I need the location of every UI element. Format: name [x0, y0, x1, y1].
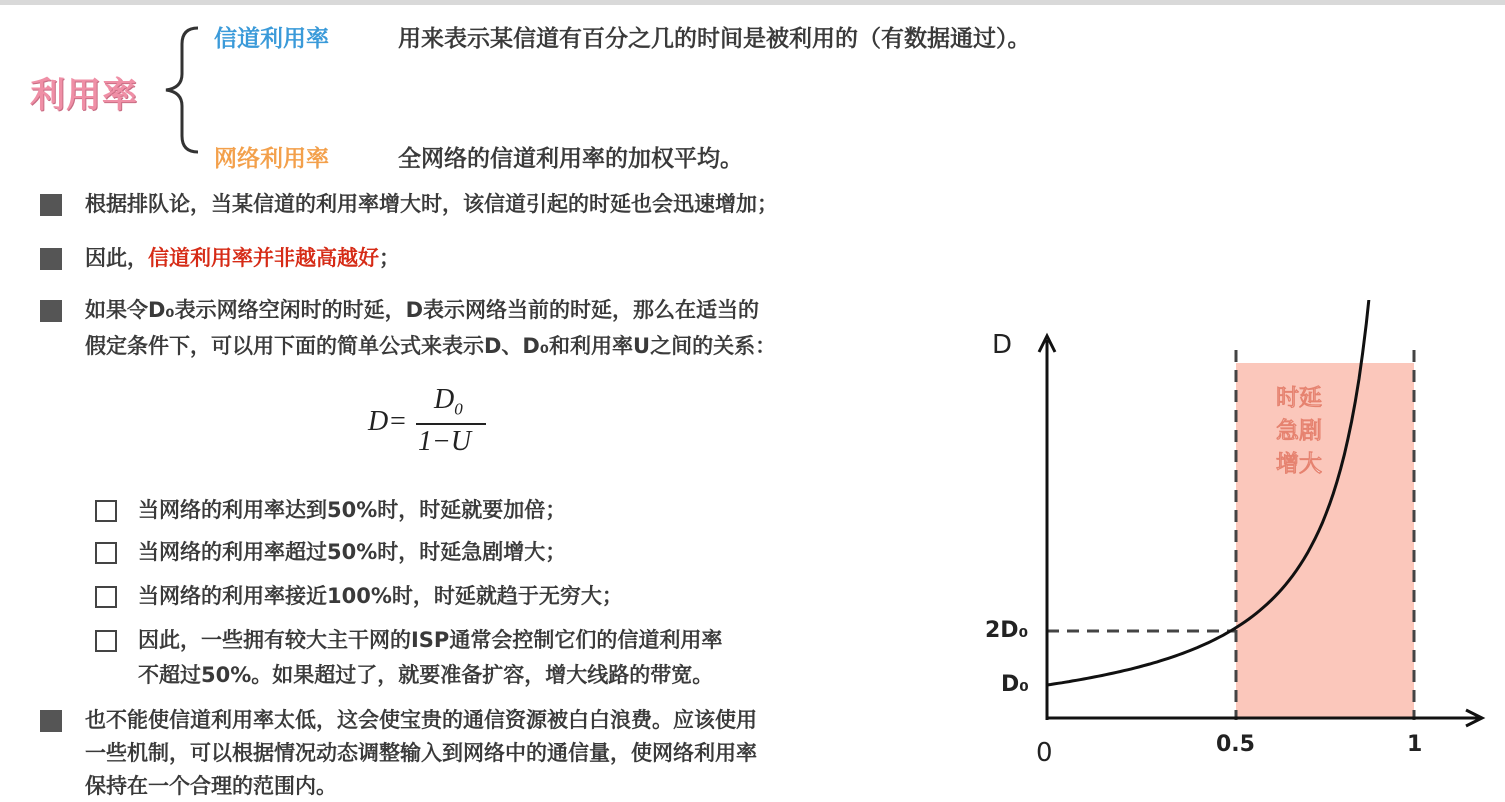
check-item-over-50: 当网络的利用率超过50%时，时延急剧增大； [138, 540, 567, 564]
check-item-isp: 因此，一些拥有较大主干网的ISP通常会控制它们的信道利用率 [138, 628, 723, 652]
y-tick-d0: D₀ [1001, 672, 1029, 697]
definition-network-utilization: 全网络的信道利用率的加权平均。 [398, 146, 743, 172]
checkbox-icon [95, 500, 117, 522]
graph-svg [980, 300, 1490, 780]
b2-prefix: 因此， [85, 246, 148, 270]
x-tick-1: 1 [1407, 732, 1423, 757]
b2-emphasis: 信道利用率并非越高越好 [148, 246, 379, 270]
bullet-square-icon [40, 300, 62, 322]
shade-label-line3: 增大 [1276, 451, 1322, 477]
bullet-not-too-low-line3: 保持在一个合理的范围内。 [85, 774, 337, 798]
formula-numerator [434, 384, 463, 420]
check-item-near-100: 当网络的利用率接近100%时，时延就趋于无穷大； [138, 584, 623, 608]
bullet-queueing-theory: 根据排队论，当某信道的利用率增大时，该信道引起的时延也会迅速增加； [85, 192, 778, 216]
definition-channel-utilization: 用来表示某信道有百分之几的时间是被利用的（有数据通过）。 [398, 26, 1031, 52]
bullet-square-icon [40, 710, 62, 732]
b2-suffix: ； [379, 246, 400, 270]
top-border [0, 0, 1505, 5]
checkbox-icon [95, 542, 117, 564]
checkbox-icon [95, 586, 117, 608]
delay-utilization-graph [980, 300, 1490, 784]
bullet-formula-intro-line2: 假定条件下，可以用下面的简单公式来表示D、D₀和利用率U之间的关系： [85, 334, 777, 358]
bullet-not-higher-better [85, 242, 400, 274]
formula-numerator-sub: 0 [454, 399, 463, 419]
term-network-utilization: 网络利用率 [214, 146, 329, 172]
formula-denominator: 1−U [418, 426, 472, 457]
bullet-not-too-low-line2: 一些机制，可以根据情况动态调整输入到网络中的通信量，使网络利用率 [85, 741, 757, 765]
term-channel-utilization: 信道利用率 [214, 26, 329, 52]
rapid-increase-label [1264, 382, 1334, 481]
bullet-square-icon [40, 194, 62, 216]
check-item-50-double: 当网络的利用率达到50%时，时延就要加倍； [138, 498, 567, 522]
x-tick-0: 0 [1036, 738, 1053, 768]
check-item-isp-continued: 不超过50%。如果超过了，就要准备扩容，增大线路的带宽。 [138, 663, 714, 687]
bullet-formula-intro-line1: 如果令D₀表示网络空闲时的时延，D表示网络当前的时延，那么在适当的 [85, 298, 760, 322]
formula-lhs: D= [368, 406, 408, 437]
utilization-title: 利用率 [30, 76, 139, 116]
shade-label-line1: 时延 [1276, 385, 1322, 411]
formula-numerator-base: D [434, 384, 455, 415]
bullet-not-too-low-line1: 也不能使信道利用率太低，这会使宝贵的通信资源被白白浪费。应该使用 [85, 708, 757, 732]
y-tick-2d0: 2D₀ [985, 618, 1029, 643]
curly-brace-icon [158, 24, 208, 154]
x-tick-0.5: 0.5 [1216, 732, 1255, 757]
bullet-square-icon [40, 248, 62, 270]
y-axis-label: D [992, 330, 1013, 360]
shade-label-line2: 急剧 [1276, 418, 1322, 444]
checkbox-icon [95, 630, 117, 652]
fraction-bar [416, 423, 486, 425]
